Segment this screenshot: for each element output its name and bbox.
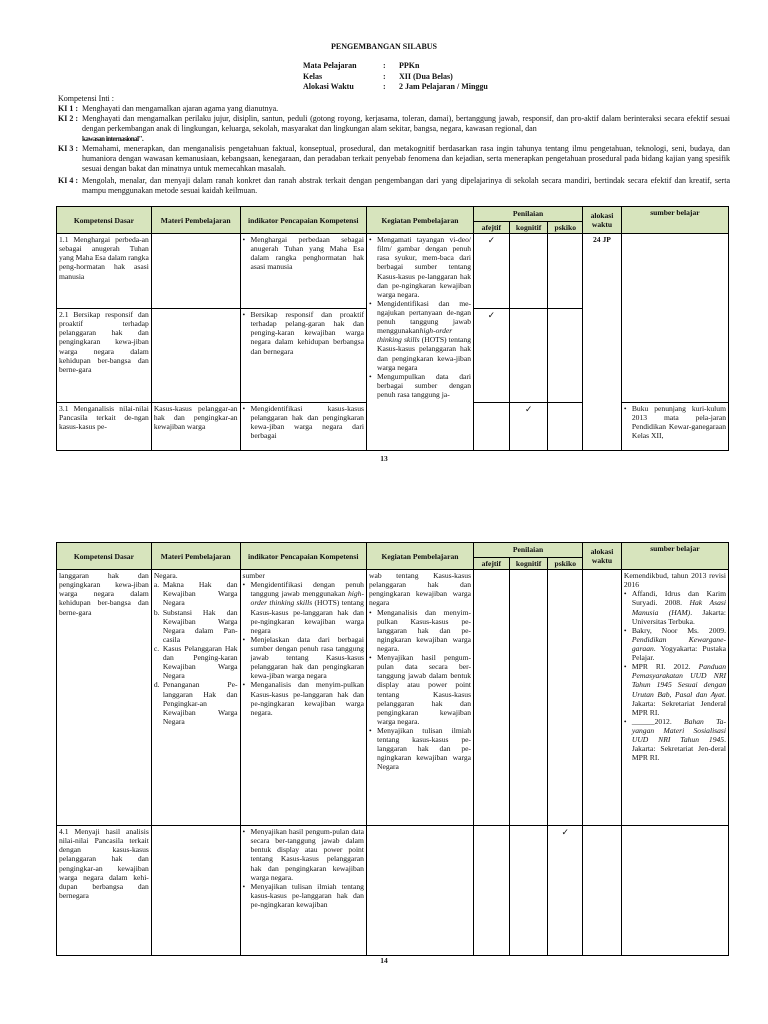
afektif-mark-1: ✓ <box>474 234 510 309</box>
th-sumber: sumber belajar <box>621 207 728 234</box>
ki-3: KI 3 : Memahami, menerapkan, dan menganalisis pengetahuan faktual, konseptual, prosedural, dan metakognitif berdasarkan rasa ingin tahunya tentang ilmu pengetahuan, teknologi, seni, budaya, dan humaniora dengan wawasan kemanusiaan, kebangsaan, kenegaraan, dan peradaban terkait penyebab fenomena dan kejadian, serta menerapkan pengetahuan prosedural pada bidang kajian yang spesifik sesuai dengan bakat dan minatnya untuk memecahkan masalah. <box>58 144 730 173</box>
th-indikator: indikator Pencapaian Kompetensi <box>240 543 366 570</box>
indikator-2-1: • Bersikap responsif dan proaktif terhadap pelang-garan hak dan penging-karan kewajiban warga negara dalam kehidupan berbangsa dan bernegara <box>240 309 366 403</box>
th-psikomotor: pskiko <box>548 222 583 234</box>
materi-3-1: Kasus-kasus pelanggar-an hak dan pengingkar-an kewajiban warga <box>151 403 240 451</box>
ki-2: KI 2 : Menghayati dan mengamalkan perilaku jujur, disiplin, santun, peduli (gotong royong, kerjasama, toleran, damai), bertanggung jawab, responsif, dan pro-aktif dalam berinteraksi secara efektif sesuai dengan perkembangan anak di lingkungan, keluarga, sekolah, masyarakat dan lingkungan alam sekitar, bangsa, negara, kawasan regional, dan kawasan internasional". <box>58 114 730 143</box>
indikator-4-1: • Menyajikan hasil pengum-pulan data secara ber-tanggung jawab dalam bentuk display atau power point tentang Kasus-kasus pelanggaran hak dan pengingkaran kewajiban warga negara. • Menyajikan tulisan ilmiah tentang kasus-kasus pe-langgaran hak dan pe-ngingkaran kewajiban <box>240 826 366 956</box>
kegiatan-cont: wab tentang Kasus-kasus pelanggaran hak dan pengingkaran kewajiban warga negara • Menganalisis dan menyim-pulkan Kasus-kasus pe-langgaran hak dan pe-ngingkaran kewajiban warga negara. • Menyajikan hasil pengum-pulan data secara ber-tanggung jawab dalam bentuk display atau power point tentang Kasus-kasus pelanggaran hak dan pengingkaran kewajiban warga negara. • Menyajikan tulisan ilmiah tentang kasus-kasus pe-langgaran hak dan pe-ngingkaran kewajiban warga Negara <box>366 570 473 826</box>
indikator-1-1: • Menghargai perbedaan sebagai anugerah Tuhan yang Maha Esa dalam rangka penghormatan hak asasi manusia <box>240 234 366 309</box>
th-penilaian: Penilaian <box>474 207 583 222</box>
syllabus-table-p13 <box>56 206 729 451</box>
th-materi: Materi Pembelajaran <box>151 543 240 570</box>
th-alokasi: alokasi waktu <box>583 543 622 570</box>
page-gap <box>0 466 768 532</box>
indikator-3-1-cont: sumber • Mengidentifikasi dengan penuh tanggung jawab menggunakan high-order thinking skills (HOTS) tentang Kasus-kasus pe-langgaran hak dan pe-ngingkaran kewajiban warga negara • Menjelaskan data dari berbagai sumber dengan penuh rasa tanggung jawab tentang Kasus-kasus pelanggaran hak dan pengingkaran kewa-jiban warga negara • Menganalisis dan menyim-pulkan Kasus-kasus pe-langgaran hak dan pe-ngingkaran kewajiban warga negara. <box>240 570 366 826</box>
th-afektif: afejtif <box>474 558 510 570</box>
kd-3-1-cont: langgaran hak dan pengingkaran kewa-jiban warga negara dalam kehidupan ber-bangsa dan berne-gara <box>57 570 152 826</box>
psikomotor-mark-1: ✓ <box>548 826 583 956</box>
th-kegiatan: Kegiatan Pembelajaran <box>366 543 473 570</box>
meta-row-subject: Mata Pelajaran : PPKn <box>303 61 420 70</box>
th-kegiatan: Kegiatan Pembelajaran <box>366 207 473 234</box>
document-title: PENGEMBANGAN SILABUS <box>330 42 437 51</box>
kd-3-1: 3.1 Menganalisis nilai-nilai Pancasila terkait de-ngan kasus-kasus pe- <box>57 403 152 451</box>
th-materi: Materi Pembelajaran <box>151 207 240 234</box>
page-14 <box>0 532 768 1024</box>
th-indikator: indikator Pencapaian Kompetensi <box>240 207 366 234</box>
sumber-3-1: • Buku penunjang kuri-kulum 2013 mata pela-jaran Pendidikan Kewar-ganegaraan Kelas XII, <box>621 403 728 451</box>
afektif-mark-2: ✓ <box>474 309 510 403</box>
indikator-3-1: • Mengidentifikasi kasus-kasus pelanggaran hak dan pengingkaran kewa-jiban warga negara dari berbagai <box>240 403 366 451</box>
ki-1: KI 1 : Menghayati dan mengamalkan ajaran agama yang dianutnya. <box>58 104 279 113</box>
page-number: 13 <box>380 454 388 463</box>
th-kognitif: kognitif <box>509 558 548 570</box>
th-sumber: sumber belajar <box>621 543 728 570</box>
kd-1-1: 1.1 Menghargai perbeda-an sebagai anugerah Tuhan yang Maha Esa dalam rangka peng-hormatan hak asasi manusia <box>57 234 152 309</box>
meta-row-class: Kelas : XII (Dua Belas) <box>303 71 453 81</box>
th-kognitif: kognitif <box>509 222 548 234</box>
kd-2-1: 2.1 Bersikap responsif dan proaktif terhadap pelanggaran hak dan pengingkaran kewa-jiban warga negara dalam kehidupan ber-bangsa dan berne-gara <box>57 309 152 403</box>
th-kd: Kompetensi Dasar <box>57 207 152 234</box>
th-kd: Kompetensi Dasar <box>57 543 152 570</box>
syllabus-table-p14 <box>56 542 729 956</box>
th-alokasi: alokasi waktu <box>583 207 622 234</box>
meta-row-time: Alokasi Waktu : 2 Jam Pelajaran / Minggu <box>303 82 488 91</box>
subject-meta <box>303 61 488 93</box>
alokasi-waktu: 24 JP <box>583 234 622 451</box>
kegiatan-cell: • Mengamati tayangan vi-deo/ film/ gambar dengan penuh rasa syukur, mem-baca dari berbagai sumber tentang Kasus-kasus pe-langgaran hak dan pe-ngingkaran kewajiban warga negara. • Mengidentifikasi dan me-ngajukan pertanyaan de-ngan penuh tanggung jawab menggunakanhigh-order thinking skills (HOTS) tentang Kasus-kasus pelanggaran hak dan pengingkaran kewa-jiban warga negara • Mengumpulkan data dari berbagai sumber dengan penuh rasa tanggung ja- <box>366 234 473 451</box>
kognitif-mark-1: ✓ <box>509 403 548 451</box>
materi-cell <box>151 234 240 309</box>
sumber-list: Kemendikbud, tahun 2013 revisi 2016 • Affandi, Idrus dan Karim Suryadi. 2008. Hak Asasi Manusia (HAM). Jakarta: Universitas Terbuka. • Bakry, Noor Ms. 2009. Pendidikan Kewargane-garaan. Yogyakarta: Pustaka Pelajar. • MPR RI. 2012. Panduan Pemasyarakatan UUD NRI Tahun 1945 Sesuai dengan Urutan Bab, Pasal dan Ayat. Jakarta: Sekretariat Jenderal MPR RI. • ______2012. Bahan Ta-yangan Materi Sosialisasi UUD NRI Tahun 1945. Jakarta: Sekretariat Jen-deral MPR RI. <box>621 570 728 826</box>
th-penilaian: Penilaian <box>474 543 583 558</box>
materi-list: Negara. a. Makna Hak dan Kewajiban Warga Negara b. Substansi Hak dan Kewajiban Warga Negara dalam Pan-casila c. Kasus Pelanggaran Hak dan Penging-karan Kewajiban Warga Negara d. Penanganan Pe-langgaran Hak dan Pengingkar-an Kewajiban Warga Negara <box>151 570 240 826</box>
ki-4: KI 4 : Mengolah, menalar, dan menyaji dalam ranah konkret dan ranah abstrak terkait dengan pengembangan dari yang dipelajarinya di sekolah secara mandiri, bertindak secara efektif dan kreatif, serta mampu menggunakan metode sesuai kaidah keilmuan. <box>58 176 730 195</box>
th-psikomotor: pskiko <box>548 558 583 570</box>
page-13 <box>0 0 768 466</box>
ki-heading: Kompetensi Inti : <box>58 94 114 103</box>
kd-4-1: 4.1 Menyaji hasil analisis nilai-nilai Pancasila terkait dengan kasus-kasus pelanggaran hak dan pengingkar-an kewajiban warga negara dalam kehi-dupan berbangsa dan bernegara <box>57 826 152 956</box>
th-afektif: afejtif <box>474 222 510 234</box>
page-number: 14 <box>380 956 388 965</box>
